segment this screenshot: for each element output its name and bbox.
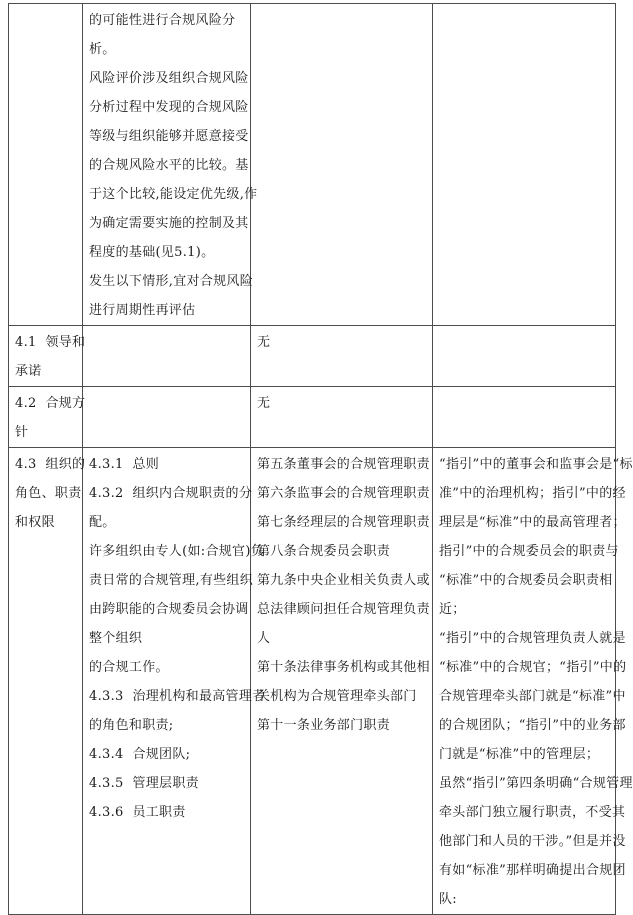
cell-line: 第五条董事会的合规管理职责 <box>257 457 430 472</box>
cell-standard <box>83 448 266 915</box>
cell-line: 4.3.6 员工职责 <box>89 805 186 820</box>
cell-guideline <box>251 448 433 915</box>
cell-line: 的角色和职责; <box>89 718 174 733</box>
cell-comparison <box>433 326 616 387</box>
cell-line: “标准”中的合规委员会职责相 <box>439 573 613 588</box>
cell-guideline <box>251 326 433 387</box>
comparison-table <box>8 3 633 915</box>
cell-line: 第七条经理层的合规管理职责 <box>257 515 430 530</box>
cell-line: 4.3.1 总则 <box>89 457 160 472</box>
cell-line: 有如“标准”那样明确提出合规团 <box>439 863 626 878</box>
cell-line: 的可能性进行合规风险分 <box>89 13 236 28</box>
cell-line: 队: <box>439 892 457 907</box>
cell-line: 4.3.5 管理层职责 <box>89 776 199 791</box>
table-row-continuation <box>9 4 616 326</box>
cell-line: 门就是“标准”中的管理层； <box>439 747 600 762</box>
cell-line: 4.3.2 组织内合规职责的分 <box>89 486 253 501</box>
cell-guideline <box>251 387 433 448</box>
cell-line: 4.1 领导和 <box>15 335 86 350</box>
cell-line: 针 <box>15 425 29 440</box>
cell-line: 整个组织 <box>89 631 143 646</box>
cell-line: 理层是“标准”中的最高管理者； <box>439 515 626 530</box>
table-row-4-1 <box>9 326 616 387</box>
cell-line: 第六条监事会的合规管理职责 <box>257 486 430 501</box>
cell-standard <box>83 387 251 448</box>
cell-line: 4.3 组织的 <box>15 457 86 472</box>
cell-clause <box>9 448 86 915</box>
cell-line: 总法律顾问担任合规管理负责 <box>257 602 430 617</box>
cell-line: 第十条法律事务机构或其他相 <box>257 660 430 675</box>
cell-line: 分析过程中发现的合规风险 <box>89 100 249 115</box>
cell-line: 无 <box>257 335 271 350</box>
cell-line: 程度的基础(见5.1)。 <box>89 245 215 260</box>
cell-line: 准”中的治理机构；指引”中的经 <box>439 486 626 501</box>
cell-line: 4.2 合规方 <box>15 396 86 411</box>
cell-line: 无 <box>257 396 271 411</box>
cell-line: 进行周期性再评估 <box>89 303 196 318</box>
table-row-4-2 <box>9 387 616 448</box>
cell-line: 配。 <box>89 515 116 530</box>
cell-comparison <box>433 387 616 448</box>
cell-line: 近； <box>439 602 466 617</box>
cell-line: 风险评价涉及组织合规风险 <box>89 71 249 86</box>
cell-line: 牵头部门独立履行职责，不受其 <box>439 805 626 820</box>
cell-line: 关机构为合规管理牵头部门 <box>257 689 417 704</box>
cell-line: 第九条中央企业相关负责人或 <box>257 573 430 588</box>
table-row-4-3 <box>9 448 616 915</box>
cell-line: “指引”中的董事会和监事会是“标 <box>439 457 633 472</box>
cell-line: 由跨职能的合规委员会协调 <box>89 602 249 617</box>
cell-standard <box>83 326 251 387</box>
cell-line: 等级与组织能够并愿意接受 <box>89 129 249 144</box>
cell-clause <box>9 387 86 448</box>
cell-guideline <box>251 4 433 326</box>
cell-line: 角色、职责 <box>15 486 82 501</box>
cell-line: 他部门和人员的干涉。”但是并没 <box>439 834 626 849</box>
cell-comparison <box>433 4 616 326</box>
cell-line: 发生以下情形,宜对合规风险 <box>89 274 254 289</box>
cell-line: 的合规工作。 <box>89 660 169 675</box>
cell-clause <box>9 4 83 326</box>
cell-clause <box>9 326 86 387</box>
cell-line: “标准”中的合规官；“指引”中的 <box>439 660 627 675</box>
cell-comparison <box>433 448 633 915</box>
cell-line: 和权限 <box>15 515 55 530</box>
cell-line: 4.3.4 合规团队; <box>89 747 191 762</box>
cell-line: 承诺 <box>15 364 42 379</box>
cell-standard <box>83 4 258 326</box>
cell-line: 第八条合规委员会职责 <box>257 544 391 559</box>
cell-line: 第十一条业务部门职责 <box>257 718 391 733</box>
cell-line: 的合规团队；“指引”中的业务部 <box>439 718 626 733</box>
cell-line: 人 <box>257 631 271 646</box>
cell-line: 的合规风险水平的比较。基 <box>89 158 249 173</box>
cell-line: 4.3.3 治理机构和最高管理者 <box>89 689 266 704</box>
cell-line: 于这个比较,能设定优先级,作 <box>89 187 258 202</box>
cell-line: 虽然“指引”第四条明确“合规管理 <box>439 776 633 791</box>
cell-line: 析。 <box>89 42 116 57</box>
cell-line: 合规管理牵头部门就是“标准”中 <box>439 689 626 704</box>
cell-line: 责日常的合规管理,有些组织 <box>89 573 254 588</box>
cell-line: 为确定需要实施的控制及其 <box>89 216 249 231</box>
cell-line: “指引”中的合规管理负责人就是 <box>439 631 626 646</box>
cell-line: 指引”中的合规委员会的职责与 <box>439 544 619 559</box>
cell-line: 许多组织由专人(如:合规官)负 <box>89 544 265 559</box>
